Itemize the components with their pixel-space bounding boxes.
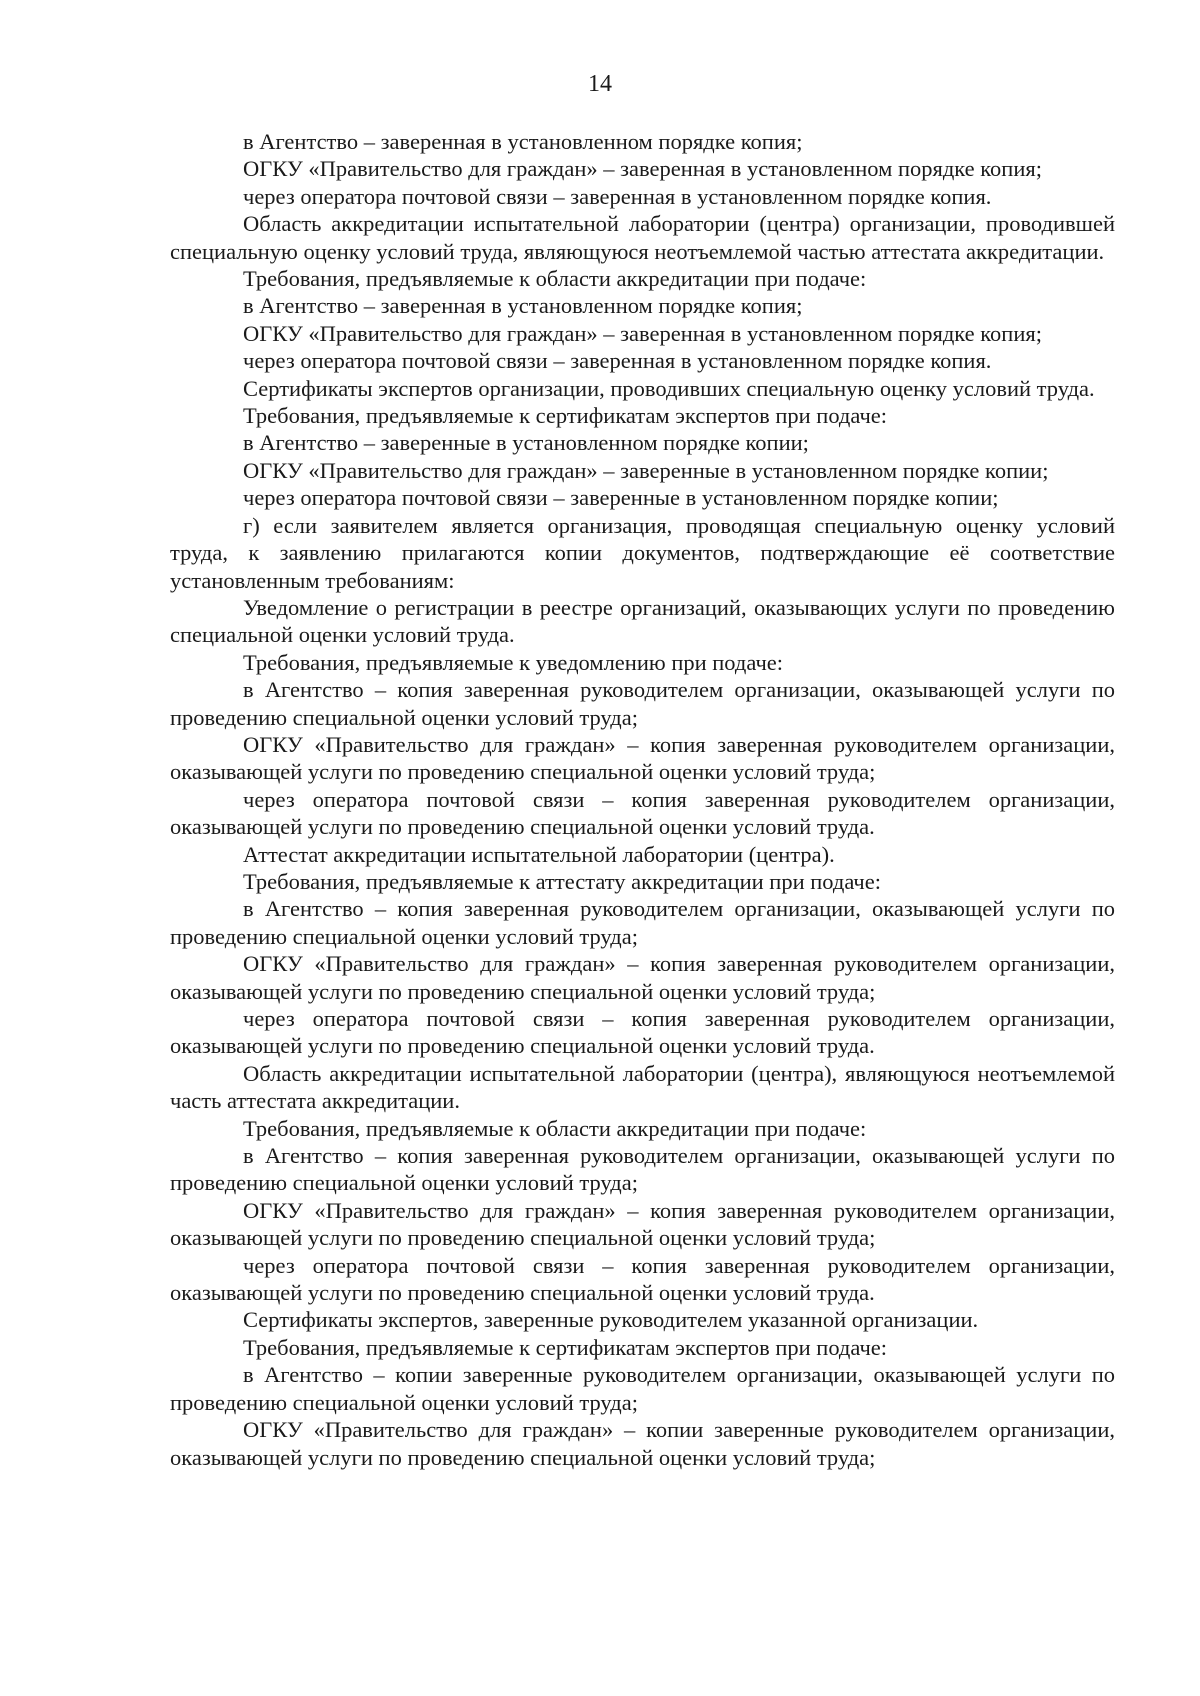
paragraph: Требования, предъявляемые к аттестату аккредитации при подаче: xyxy=(243,868,881,894)
paragraph: Область аккредитации испытательной лаборатории (центра) организации, проводившей специальную оценку условий труда, являющуюся неотъемлемой частью аттестата аккредитации. xyxy=(170,211,1115,264)
paragraph: через оператора почтовой связи – копия заверенная руководителем организации, оказывающей услуги по проведению специальной оценки условий труда. xyxy=(170,1252,1115,1306)
paragraph: Требования, предъявляемые к области аккредитации при подаче: xyxy=(243,1115,867,1141)
paragraph: Область аккредитации испытательной лаборатории (центра), являющуюся неотъемлемой часть аттестата аккредитации. xyxy=(170,1060,1115,1114)
paragraph: в Агентство – заверенные в установленном порядке копии; xyxy=(243,430,809,456)
paragraph: Требования, предъявляемые к сертификатам экспертов при подаче: xyxy=(243,1334,888,1360)
paragraph: Сертификаты экспертов организации, проводивших специальную оценку условий труда. xyxy=(243,375,1095,401)
paragraph: ОГКУ «Правительство для граждан» – заверенные в установленном порядке копии; xyxy=(243,457,1049,483)
paragraph: через оператора почтовой связи – заверенные в установленном порядке копии; xyxy=(243,485,999,511)
paragraph: через оператора почтовой связи – заверенная в установленном порядке копия. xyxy=(243,348,992,374)
paragraph: ОГКУ «Правительство для граждан» – копия заверенная руководителем организации, оказывающей услуги по проведению специальной оценки условий труда; xyxy=(170,951,1115,1004)
paragraph: ОГКУ «Правительство для граждан» – копии заверенные руководителем организации, оказывающей услуги по проведению специальной оценки условий труда; xyxy=(170,1417,1115,1470)
page-number: 14 xyxy=(588,71,612,97)
paragraph: Аттестат аккредитации испытательной лаборатории (центра). xyxy=(243,841,835,867)
paragraph: Требования, предъявляемые к уведомлению при подаче: xyxy=(243,649,783,675)
paragraph: Уведомление о регистрации в реестре организаций, оказывающих услуги по проведению специальной оценки условий труда. xyxy=(170,594,1115,648)
document-body xyxy=(170,128,1115,1471)
paragraph: в Агентство – копия заверенная руководителем организации, оказывающей услуги по проведению специальной оценки условий труда; xyxy=(170,1143,1115,1196)
paragraph: в Агентство – заверенная в установленном порядке копия; xyxy=(243,293,803,319)
paragraph: Требования, предъявляемые к области аккредитации при подаче: xyxy=(243,266,867,292)
paragraph: ОГКУ «Правительство для граждан» – заверенная в установленном порядке копия; xyxy=(243,156,1042,182)
paragraph: Сертификаты экспертов, заверенные руководителем указанной организации. xyxy=(243,1307,979,1333)
paragraph: ОГКУ «Правительство для граждан» – копия заверенная руководителем организации, оказывающей услуги по проведению специальной оценки условий труда; xyxy=(170,731,1115,785)
paragraph: в Агентство – копия заверенная руководителем организации, оказывающей услуги по проведению специальной оценки условий труда; xyxy=(170,677,1115,730)
paragraph: ОГКУ «Правительство для граждан» – копия заверенная руководителем организации, оказывающей услуги по проведению специальной оценки условий труда; xyxy=(170,1197,1115,1251)
paragraph: в Агентство – копии заверенные руководителем организации, оказывающей услуги по проведению специальной оценки условий труда; xyxy=(170,1362,1115,1415)
paragraph: через оператора почтовой связи – копия заверенная руководителем организации, оказывающей услуги по проведению специальной оценки условий труда. xyxy=(170,1006,1115,1059)
paragraph: ОГКУ «Правительство для граждан» – заверенная в установленном порядке копия; xyxy=(243,320,1042,346)
paragraph: Требования, предъявляемые к сертификатам экспертов при подаче: xyxy=(243,403,888,429)
paragraph: через оператора почтовой связи – копия заверенная руководителем организации, оказывающей услуги по проведению специальной оценки условий труда. xyxy=(170,786,1115,840)
paragraph: в Агентство – копия заверенная руководителем организации, оказывающей услуги по проведению специальной оценки условий труда; xyxy=(170,896,1115,949)
paragraph: в Агентство – заверенная в установленном порядке копия; xyxy=(243,129,803,154)
paragraph: через оператора почтовой связи – заверенная в установленном порядке копия. xyxy=(243,183,992,209)
paragraph: г) если заявителем является организация, проводящая специальную оценку условий труда, к заявлению прилагаются копии документов, подтверждающие её соответствие установленным требованиям: xyxy=(170,512,1115,593)
